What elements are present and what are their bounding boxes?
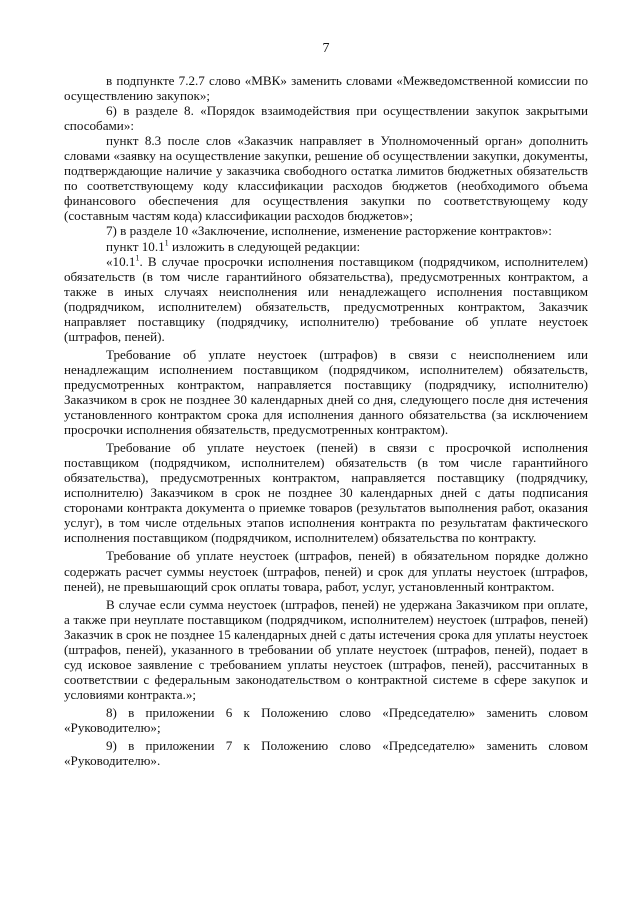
paragraph-clause-10-1-text	[64, 254, 588, 344]
paragraph-section-10-header: 7) в разделе 10 «Заключение, исполнение, изменение расторжение контрактов»:	[106, 223, 552, 239]
paragraph-fines-requirement: Требование об уплате неустоек (штрафов) в связи с неисполнением или ненадлежащим исполнением поставщиком (подрядчиком, исполнителем) обязательств, предусмотренных контрактом, направляется поставщику (подрядчику, исполнителю) Заказчиком в срок не позднее 30 календарных дней со дня, следующего после дня истечения установленного контрактом срока для исполнения данного обязательства (за исключением просрочки исполнения обязательств, предусмотренных контрактом).	[64, 346, 588, 438]
paragraph-clause-8-3: пункт 8.3 после слов «Заказчик направляет в Уполномоченный орган» дополнить словами «заявку на осуществление закупки, решение об осуществлении закупки, документы, подтверждающие наличие у заказчика свободного остатка лимитов бюджетных обязательств по соответствующему коду классификации расходов бюджетов (необходимого объема финансового обеспечения для осуществления закупки по соответствующему коду (составным частям кода) классификации расходов бюджетов»;	[64, 133, 588, 224]
paragraph-section-8-header: 6) в разделе 8. «Порядок взаимодействия при осуществлении закупок закрытыми способами»:	[64, 103, 588, 134]
clause-intro-superscript: 1	[164, 238, 169, 248]
clause-text-pre: «10.1	[106, 253, 136, 269]
paragraph-penalties-requirement: Требование об уплате неустоек (пеней) в связи с просрочкой исполнения поставщиком (подрядчиком, исполнителем) обязательств (в том числе гарантийного обязательства), предусмотренных контрактом, направляется поставщику (подрядчику, исполнителю) Заказчиком в срок не позднее 30 календарных дней с даты подписания сторонами контракта документа о приемке товаров (результатов выполнения работ, оказания услуг), в том числе отдельных этапов исполнения контракта по результатам фактического исполнения поставщиком (подрядчиком, исполнителем) обязательства по контракту.	[64, 440, 588, 546]
paragraph-appendix-7: 9) в приложении 7 к Положению слово «Председателю» заменить словом «Руководителю».	[64, 738, 588, 769]
document-body	[64, 73, 588, 768]
page-number: 7	[322, 41, 330, 56]
paragraph-clause-10-1-intro	[64, 239, 588, 254]
clause-intro-post: изложить в следующей редакции:	[168, 238, 361, 254]
clause-intro-pre: пункт 10.1	[106, 238, 165, 254]
paragraph-calculation-requirement: Требование об уплате неустоек (штрафов, пеней) в обязательном порядке должно содержать расчет суммы неустоек (штрафов, пеней) и срок для уплаты неустоек (штрафов, пеней), не превышающий срок оплаты товара, работ, услуг, установленный контрактом.	[64, 548, 588, 594]
paragraph-appendix-6: 8) в приложении 6 к Положению слово «Председателю» заменить словом «Руководителю»;	[64, 704, 588, 735]
clause-text-superscript: 1	[135, 253, 140, 263]
paragraph-court-claim: В случае если сумма неустоек (штрафов, пеней) не удержана Заказчиком при оплате, а также при неуплате поставщиком (подрядчиком, исполнителем) неустоек (штрафов, пеней) Заказчик в срок не позднее 15 календарных дней с даты истечения срока для уплаты неустоек (штрафов, пеней), указанного в требовании об уплате неустоек (штрафов, пеней), подает в суд исковое заявление с требованием уплаты неустоек (штрафов, пеней), рассчитанных в соответствии с федеральным законодательством о контрактной системе в сфере закупок и условиями контракта.»;	[64, 596, 588, 702]
paragraph-mvk-replacement: в подпункте 7.2.7 слово «МВК» заменить словами «Межведомственной комиссии по осуществлению закупок»;	[64, 73, 588, 104]
clause-text-post: . В случае просрочки исполнения поставщиком (подрядчиком, исполнителем) обязательств (в том числе гарантийного обязательства), предусмотренных контрактом, а также в иных случаях неисполнения или ненадлежащего исполнения поставщиком (подрядчиком, исполнителем) обязательств, предусмотренных контрактом, Заказчик направляет поставщику (подрядчику, исполнителю) требование об уплате неустоек (штрафов, пеней).	[64, 253, 588, 344]
